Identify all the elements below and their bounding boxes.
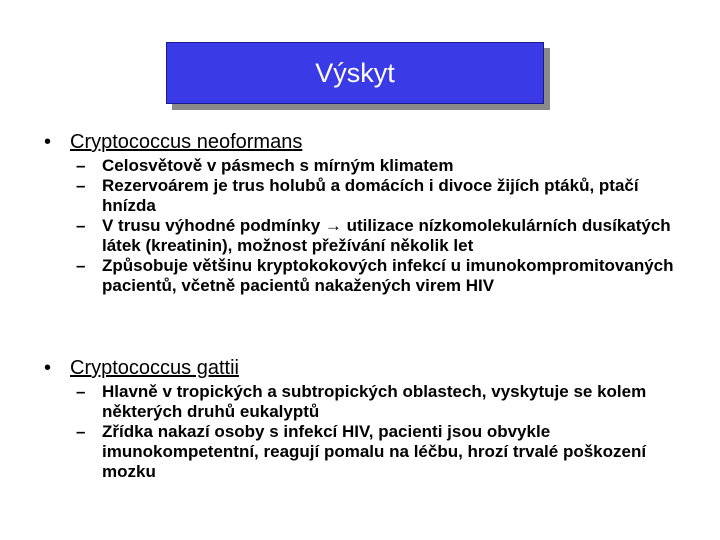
list-item <box>76 256 694 296</box>
dash-icon: – <box>76 176 86 195</box>
title-box <box>166 42 544 104</box>
dash-icon: – <box>76 422 86 441</box>
list-item-text: Celosvětově v pásmech s mírným klimatem <box>102 156 454 175</box>
list-item <box>76 176 694 216</box>
list-item-text: Hlavně v tropických a subtropických oblastech, vyskytuje se kolem některých druhů eukalyptů <box>102 382 647 421</box>
section-heading: Cryptococcus gattii <box>70 357 239 379</box>
bullet-icon: • <box>44 131 52 153</box>
list-item-text: Zřídka nakazí osoby s infekcí HIV, pacienti jsou obvykle imunokompetentní, reagují pomalu na léčbu, hrozí trvalé poškození mozku <box>102 422 647 481</box>
slide-title: Výskyt <box>315 57 395 88</box>
list-item-text: Způsobuje většinu kryptokokových infekcí u imunokompromitovaných pacientů, včetně pacientů nakažených virem HIV <box>102 256 674 295</box>
dash-icon: – <box>76 156 86 175</box>
list-item <box>76 422 694 482</box>
sub-list <box>76 156 694 296</box>
list-item-text: Rezervoárem je trus holubů a domácích i divoce žijích ptáků, ptačí hnízda <box>102 176 639 215</box>
dash-icon: – <box>76 382 86 401</box>
bullet-icon: • <box>44 357 52 379</box>
list-item-text: V trusu výhodné podmínky → utilizace nízkomolekulárních dusíkatých látek (kreatinin), možnost přežívání několik let <box>102 216 671 255</box>
list-item <box>76 156 694 176</box>
section-cryptococcus-gattii <box>44 356 694 482</box>
section-heading: Cryptococcus neoformans <box>70 131 303 153</box>
bullet-heading-row <box>44 130 694 154</box>
list-item <box>76 382 694 422</box>
list-item <box>76 216 694 256</box>
sub-list <box>76 382 694 482</box>
bullet-heading-row <box>44 356 694 380</box>
dash-icon: – <box>76 256 86 275</box>
dash-icon: – <box>76 216 86 235</box>
section-cryptococcus-neoformans <box>44 130 694 296</box>
